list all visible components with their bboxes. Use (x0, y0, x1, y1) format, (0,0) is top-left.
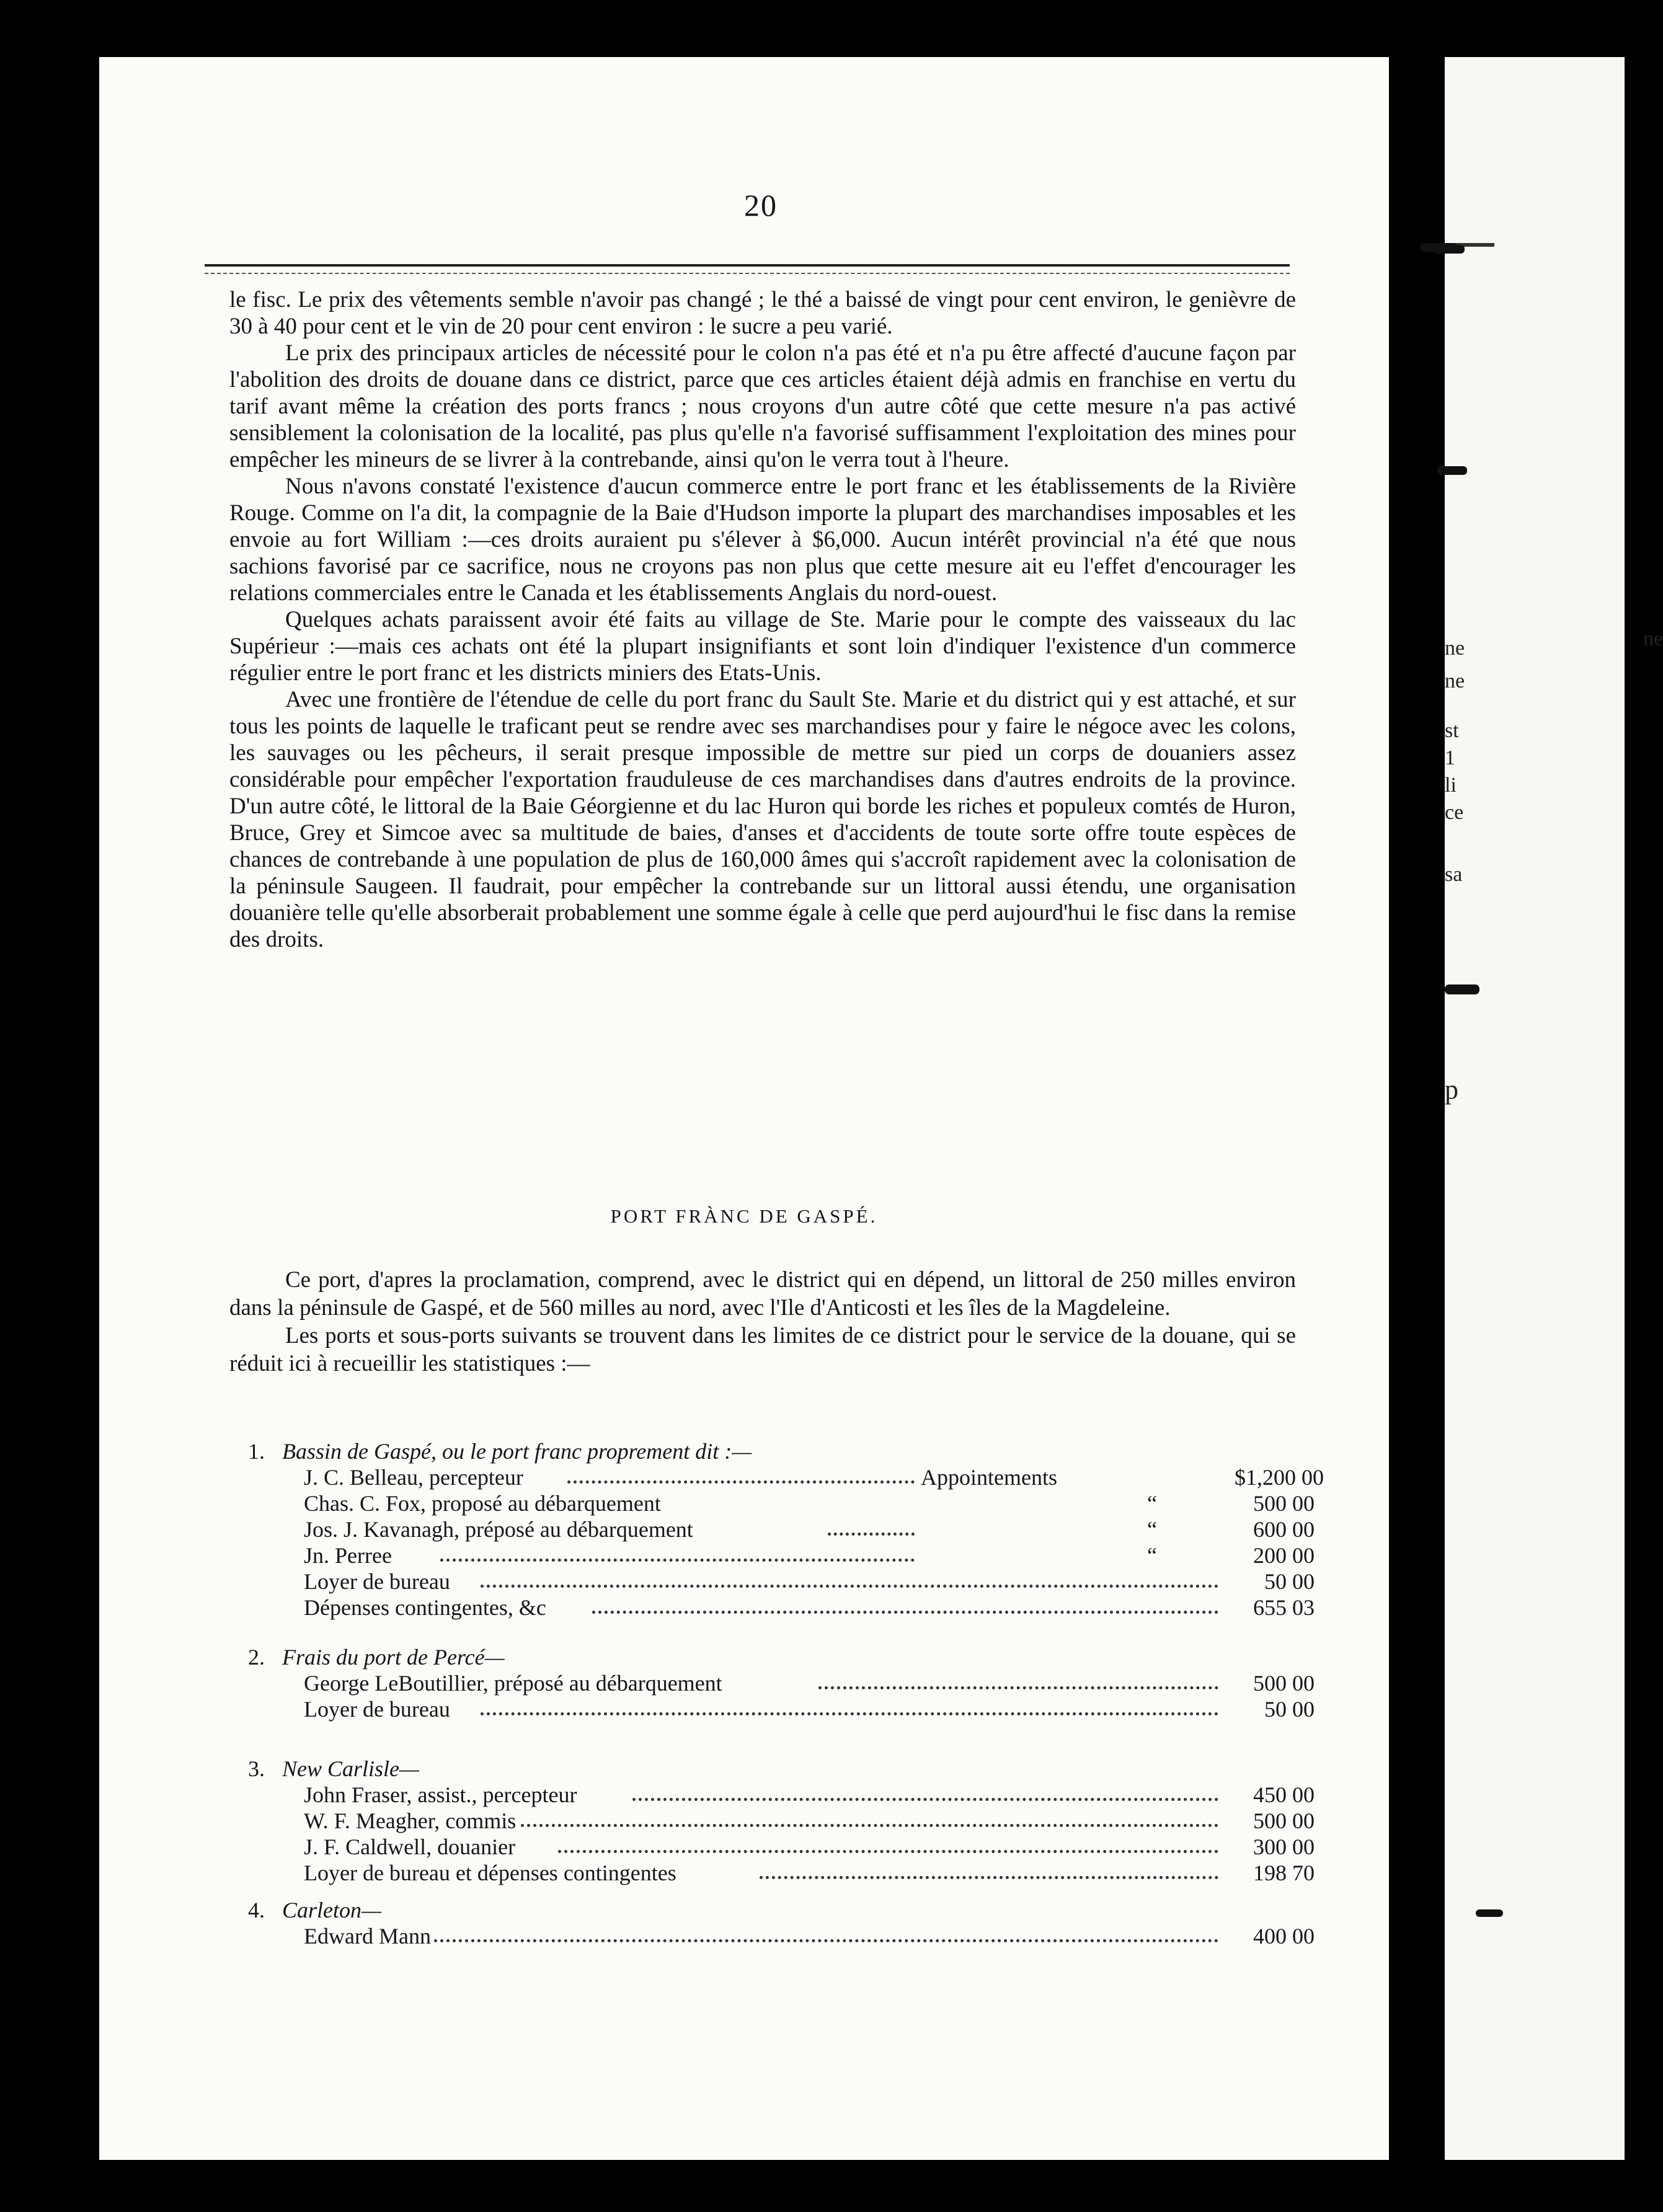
page-fragment: p (1445, 1074, 1458, 1105)
section-number: 1. (248, 1439, 265, 1464)
paragraph-6: Ce port, d'apres la proclamation, comprend, avec le district qui en dépend, un littoral de 250 milles environ dans la péninsule de Gaspé, et de 560 milles au nord, avec l'Ile d'Anticosti et les îles de la Magdeleine. (229, 1267, 1296, 1321)
adjacent-page-edge (1445, 57, 1663, 2160)
table-row: John Fraser, assist., percepteur 450 00 (304, 1782, 1315, 1807)
table-row: Jn. Perree “ 200 00 (304, 1543, 1315, 1568)
paragraph-3: Nous n'avons constaté l'existence d'aucun commerce entre le port franc et les établissements de la Rivière Rouge. Comme on l'a dit, la compagnie de la Baie d'Hudson importe la plupart des marchandises imposables et les envoie au fort William :—ces droits auraient pu s'élever à $6,000. Aucun intérêt provincial n'a été que nous sachions favorisé par ce sacrifice, nous ne croyons pas non plus que cette mesure ait eu l'effet d'encourager les relations commerciales entre le Canada et les établissements Anglais du nord-ouest. (229, 474, 1296, 606)
paragraph-4: Quelques achats paraissent avoir été faits au village de Ste. Marie pour le compte des vaisseaux du lac Supérieur :—mais ces achats ont été la plupart insignifiants et sont loin d'indiquer l'existence d'un commerce régulier entre le port franc et les districts miniers des Etats-Unis. (229, 607, 1296, 686)
section-1 (248, 1438, 1324, 1621)
page-fragment: ce (1445, 801, 1464, 824)
section-heading: PORT FRÀNC DE GASPÉ. (610, 1205, 878, 1227)
binding-mark (1437, 466, 1467, 475)
section-title: Bassin de Gaspé, ou le port franc proprement dit :— (282, 1439, 752, 1464)
document-page (99, 57, 1389, 2160)
table-row: Dépenses contingentes, &c 655 03 (304, 1595, 1315, 1620)
section-number: 2. (248, 1645, 265, 1670)
table-row: George LeBoutillier, préposé au débarquement 500 00 (304, 1671, 1315, 1696)
table-row: J. F. Caldwell, douanier 300 00 (304, 1834, 1315, 1859)
table-row: Loyer de bureau 50 00 (304, 1569, 1315, 1594)
section-title: Frais du port de Percé— (282, 1645, 505, 1670)
binding-mark (1476, 1909, 1503, 1917)
body-text-1 (229, 286, 1296, 953)
table-row: W. F. Meagher, commis 500 00 (304, 1808, 1315, 1833)
page-fragment: ne (1445, 670, 1465, 692)
section-2 (248, 1644, 1315, 1722)
section-title: New Carlisle— (282, 1756, 420, 1781)
page-fragment: 1 (1445, 746, 1455, 769)
page-fragment: ne (1445, 637, 1465, 660)
body-text-2 (229, 1266, 1296, 1378)
page-fragment: ne (1643, 627, 1663, 650)
table-row: Edward Mann 400 00 (304, 1924, 1315, 1949)
section-3 (248, 1756, 1315, 1886)
section-number: 4. (248, 1898, 265, 1922)
table-row: J. C. Belleau, percepteur Appointements $1,200 00 (304, 1465, 1324, 1490)
table-row: Chas. C. Fox, proposé au débarquement “ 500 00 (304, 1491, 1315, 1516)
page-number: 20 (744, 188, 778, 223)
page-fragment: li (1445, 774, 1457, 797)
binding-mark (1432, 245, 1465, 254)
binding-mark (1445, 984, 1479, 994)
paragraph-5: Avec une frontière de l'étendue de celle du port franc du Sault Ste. Marie et du district qui y est attaché, et sur tous les points de laquelle le traficant peut se rendre avec ses marchandises pour y faire le négoce avec les colons, les sauvages ou les pêcheurs, il serait presque impossible de mettre sur pied un corps de douaniers assez considérable pour empêcher l'exportation frauduleuse de ces marchandises dans d'autres endroits de la province. D'un autre côté, le littoral de la Baie Géorgienne et du lac Huron qui borde les riches et populeux comtés de Huron, Bruce, Grey et Simcoe avec sa multitude de baies, d'anses et d'accidents de toute sorte offre toute espèces de chances de contrebande à une population de plus de 160,000 âmes qui s'accroît rapidement avec la colonisation de la péninsule Saugeen. Il faudrait, pour empêcher la contrebande sur un littoral aussi étendu, une organisation douanière telle qu'elle absorberait probablement une somme égale à celle que perd aujourd'hui le fisc dans la remise des droits. (229, 687, 1296, 952)
paragraph-7: Les ports et sous-ports suivants se trouvent dans les limites de ce district pour le service de la douane, qui se réduit ici à recueillir les statistiques :— (229, 1323, 1296, 1376)
paragraph-1: le fisc. Le prix des vêtements semble n'avoir pas changé ; le thé a baissé de vingt pour cent environ, le genièvre de 30 à 40 pour cent et le vin de 20 pour cent environ : le sucre a peu varié. (229, 287, 1296, 339)
header-rule (205, 264, 1290, 274)
paragraph-2: Le prix des principaux articles de nécessité pour le colon n'a pas été et n'a pu être affecté d'aucune façon par l'abolition des droits de douane dans ce district, parce que ces articles étaient déjà admis en franchise en vertu du tarif avant même la création des ports francs ; nous croyons d'un autre côté que cette mesure n'a pas activé sensiblement la colonisation de la localité, pas plus qu'elle n'a favorisé suffisamment l'exploitation des mines pour empêcher les mineurs de se livrer à la contrebande, ainsi qu'on le verra tout à l'heure. (229, 340, 1296, 472)
page-fragment: st (1445, 719, 1459, 742)
section-title: Carleton— (282, 1898, 382, 1922)
table-row: Loyer de bureau 50 00 (304, 1697, 1315, 1722)
table-row: Jos. J. Kavanagh, préposé au débarquement “ 600 00 (304, 1517, 1315, 1542)
section-number: 3. (248, 1756, 265, 1781)
page-fragment: sa (1445, 863, 1463, 886)
section-4 (248, 1897, 1315, 1949)
table-row: Loyer de bureau et dépenses contingentes 198 70 (304, 1860, 1315, 1885)
